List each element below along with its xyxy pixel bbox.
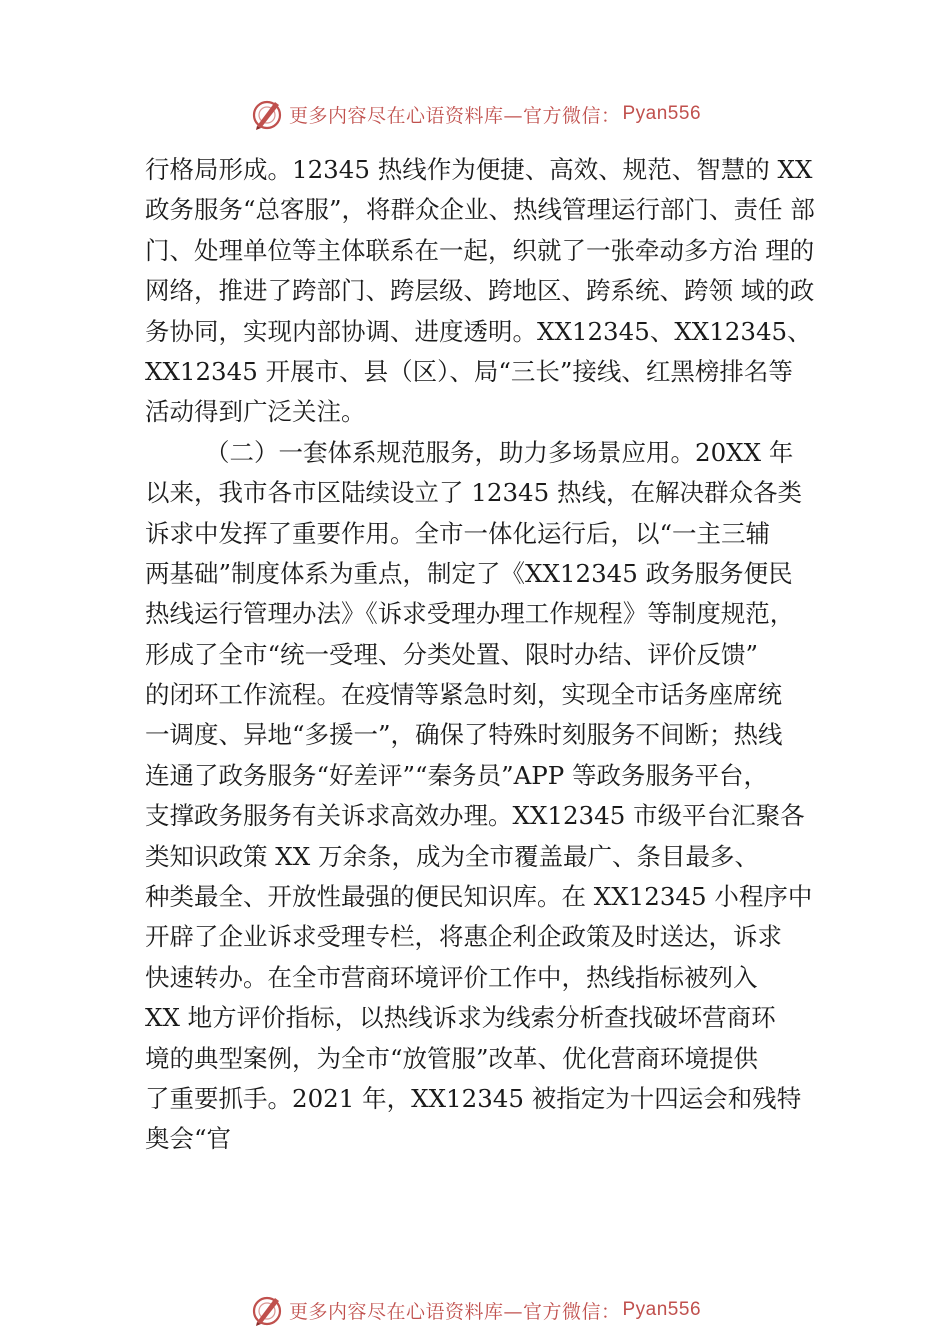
- document-body: [145, 150, 835, 1160]
- text-line: 类知识政策 XX 万余条，成为全市覆盖最广、条目最多、: [145, 841, 759, 871]
- text-line: 两基础”制度体系为重点，制定了《XX12345 政务服务便民: [145, 558, 793, 588]
- text-line: 的闭环工作流程。在疫情等紧急时刻，实现全市话务座席统: [145, 680, 782, 710]
- text-line: 连通了政务服务“好差评”“秦务员”APP 等政务服务平台，: [145, 760, 769, 790]
- watermark-brand-text: 更多内容尽在心语资料库—官方微信：: [288, 1300, 621, 1323]
- text-line: 行格局形成。12345 热线作为便捷、高效、规范、智慧的 XX: [145, 155, 813, 184]
- footer-watermark: [0, 1290, 950, 1330]
- text-line: 境的典型案例，为全市“放管服”改革、优化营商环境提供: [145, 1043, 759, 1073]
- text-line: 以来，我市各市区陆续设立了 12345 热线，在解决群众各类: [145, 478, 803, 508]
- text-line: 诉求中发挥了重要作用。全市一体化运行后，以“一主三辅: [145, 518, 771, 548]
- text-line: 了重要抓手。2021 年，XX12345 被指定为十四运会和残特: [145, 1083, 802, 1113]
- text-line: 形成了全市“统一受理、分类处置、限时办结、评价反馈”: [145, 639, 759, 669]
- header-watermark: [0, 94, 950, 134]
- text-line: 热线运行管理办法》《诉求受理办理工作规程》等制度规范，: [145, 599, 795, 629]
- watermark-brand-text: 更多内容尽在心语资料库—官方微信：: [288, 104, 621, 127]
- text-line: 开辟了企业诉求受理专栏，将惠企利企政策及时送达，诉求: [145, 922, 782, 952]
- text-line: 活动得到广泛关注。: [145, 397, 366, 427]
- text-line: 种类最全、开放性最强的便民知识库。在 XX12345 小程序中: [145, 882, 813, 912]
- text-line: 快速转办。在全市营商环境评价工作中，热线指标被列入: [145, 962, 758, 992]
- text-line: 支撑政务服务有关诉求高效办理。XX12345 市级平台汇聚各: [145, 801, 805, 831]
- text-line: XX 地方评价指标，以热线诉求为线索分析查找破坏营商环: [145, 1003, 776, 1033]
- text-line: 网络，推进了跨部门、跨层级、跨地区、跨系统、跨领 域的政: [145, 276, 815, 306]
- text-line: 奥会“官: [145, 1124, 232, 1154]
- text-line: 务协同，实现内部协调、进度透明。XX12345、XX12345、: [145, 316, 812, 346]
- pen-logo-icon: [249, 1292, 285, 1328]
- section-heading-line: （二）一套体系规范服务，助力多场景应用。20XX 年: [205, 437, 794, 467]
- text-line: 政务服务“总客服”，将群众企业、热线管理运行部门、责任 部: [145, 195, 815, 225]
- text-line: 一调度、异地“多援一”，确保了特殊时刻服务不间断；热线: [145, 720, 783, 750]
- watermark-handle: Pyan556: [622, 1299, 702, 1320]
- pen-logo-icon: [249, 96, 285, 132]
- watermark-handle: Pyan556: [622, 103, 702, 124]
- text-line: XX12345 开展市、县（区）、局“三长”接线、红黑榜排名等: [145, 356, 793, 386]
- text-line: 门、处理单位等主体联系在一起，织就了一张牵动多方治 理的: [145, 235, 815, 265]
